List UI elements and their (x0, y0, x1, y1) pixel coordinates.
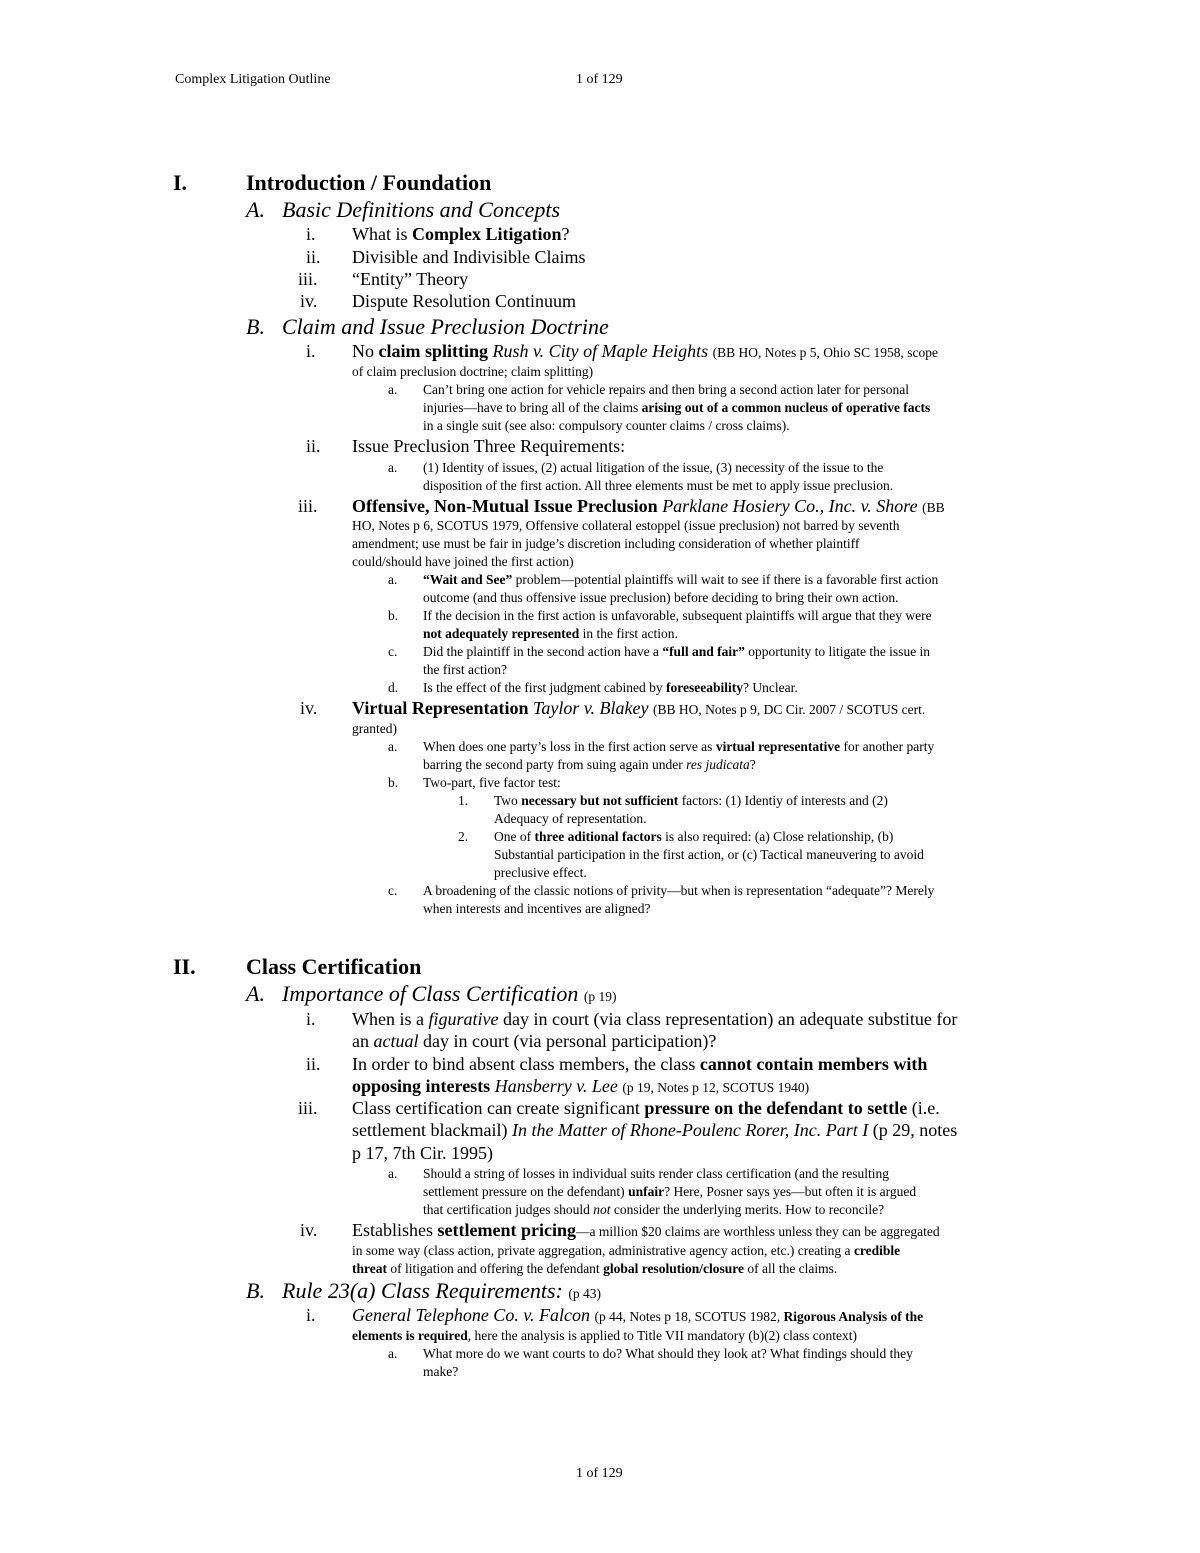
outline-marker: d. (388, 680, 399, 695)
outline-line: an actual day in court (via personal participation)? (352, 1031, 717, 1051)
outline-line: Two necessary but not sufficient factors: (1) Identiy of interests and (2) (494, 793, 888, 808)
outline-marker: a. (388, 460, 398, 475)
outline-line: settlement blackmail) In the Matter of Rhone-Poulenc Rorer, Inc. Part I (p 29, notes (352, 1120, 958, 1140)
outline-line: disposition of the first action. All three elements must be met to apply issue preclusion. (423, 478, 894, 493)
outline-marker: iv. (300, 698, 318, 718)
outline-line: preclusive effect. (494, 865, 587, 880)
outline-line: HO, Notes p 6, SCOTUS 1979, Offensive collateral estoppel (issue preclusion) not barred by seventh (352, 518, 900, 533)
outline-line: could/should have joined the first action) (352, 554, 574, 569)
outline-marker: i. (306, 341, 316, 361)
outline-line: make? (423, 1364, 459, 1379)
outline-marker: 2. (458, 829, 469, 844)
outline-line: General Telephone Co. v. Falcon (p 44, Notes p 18, SCOTUS 1982, Rigorous Analysis of the (352, 1305, 924, 1325)
outline-line: settlement pressure on the defendant) unfair? Here, Posner says yes—but often it is argued (423, 1184, 917, 1199)
outline-line: (1) Identity of issues, (2) actual litigation of the issue, (3) necessity of the issue to the (423, 460, 884, 475)
outline-marker: I. (173, 170, 188, 195)
outline-marker: 1. (458, 793, 469, 808)
outline-line: “Entity” Theory (352, 269, 469, 289)
outline-line: When does one party’s loss in the first action serve as virtual representative for another party (423, 739, 935, 754)
outline-line: elements is required, here the analysis is applied to Title VII mandatory (b)(2) class context) (352, 1328, 858, 1343)
outline-marker: A. (246, 981, 265, 1006)
outline-marker: iii. (298, 269, 318, 289)
outline-marker: c. (388, 644, 398, 659)
outline-marker: ii. (306, 247, 321, 267)
outline-marker: a. (388, 382, 398, 397)
outline-line: in a single suit (see also: compulsory counter claims / cross claims). (423, 418, 790, 433)
outline-line: Divisible and Indivisible Claims (352, 247, 586, 267)
outline-marker: iv. (300, 1220, 318, 1240)
outline-line: when interests and incentives are aligned? (423, 901, 651, 916)
outline-line: Claim and Issue Preclusion Doctrine (282, 314, 609, 339)
outline-line: of claim preclusion doctrine; claim splitting) (352, 364, 594, 379)
outline-marker: iv. (300, 291, 318, 311)
outline-line: “Wait and See” problem—potential plaintiffs will wait to see if there is a favorable first action (423, 572, 939, 587)
outline-marker: b. (388, 775, 399, 790)
outline-line: When is a figurative day in court (via class representation) an adequate substitue for (352, 1009, 958, 1029)
outline-line: What is Complex Litigation? (352, 224, 570, 244)
outline-line: opposing interests Hansberry v. Lee (p 19, Notes p 12, SCOTUS 1940) (352, 1076, 810, 1096)
outline-marker: a. (388, 1346, 398, 1361)
outline-marker: II. (173, 954, 196, 979)
outline-line: Is the effect of the first judgment cabined by foreseeability? Unclear. (423, 680, 798, 695)
outline-line: Two-part, five factor test: (423, 775, 561, 790)
header-title: Complex Litigation Outline (175, 72, 331, 87)
outline-line: Did the plaintiff in the second action have a “full and fair” opportunity to litigate the issue in (423, 644, 931, 659)
outline-line: Should a string of losses in individual suits render class certification (and the resulting (423, 1166, 890, 1181)
outline-line: Can’t bring one action for vehicle repairs and then bring a second action later for personal (423, 382, 909, 397)
outline-marker: a. (388, 572, 398, 587)
outline-marker: iii. (298, 496, 318, 516)
outline-line: granted) (352, 721, 397, 736)
outline-line: p 17, 7th Cir. 1995) (352, 1143, 494, 1163)
outline-line: Substantial participation in the first action, or (c) Tactical maneuvering to avoid (494, 847, 924, 862)
outline-line: not adequately represented in the first action. (423, 626, 678, 641)
outline-line: Class certification can create significant pressure on the defendant to settle (i.e. (352, 1098, 940, 1118)
outline-line: threat of litigation and offering the defendant global resolution/closure of all the claims. (352, 1261, 838, 1276)
outline-marker: ii. (306, 1054, 321, 1074)
outline-line: Adequacy of representation. (494, 811, 647, 826)
outline-marker: ii. (306, 436, 321, 456)
outline-line: Issue Preclusion Three Requirements: (352, 436, 626, 456)
outline-marker: i. (306, 1009, 316, 1029)
outline-line: that certification judges should not consider the underlying merits. How to reconcile? (423, 1202, 885, 1217)
outline-marker: B. (246, 1278, 265, 1303)
outline-line: in some way (class action, private aggregation, administrative agency action, etc.) creating a credible (352, 1243, 901, 1258)
outline-line: A broadening of the classic notions of privity—but when is representation “adequate”? Merely (423, 883, 935, 898)
outline-marker: b. (388, 608, 399, 623)
outline-line: What more do we want courts to do? What should they look at? What findings should they (423, 1346, 913, 1361)
outline-line: Offensive, Non-Mutual Issue Preclusion Parklane Hosiery Co., Inc. v. Shore (BB (352, 496, 945, 516)
outline-marker: iii. (298, 1098, 318, 1118)
outline-marker: c. (388, 883, 398, 898)
outline-line: Dispute Resolution Continuum (352, 291, 577, 311)
outline-line: injuries—have to bring all of the claims arising out of a common nucleus of operative facts (423, 400, 931, 415)
outline-line: Virtual Representation Taylor v. Blakey (BB HO, Notes p 9, DC Cir. 2007 / SCOTUS cert. (352, 698, 926, 718)
outline-line: the first action? (423, 662, 507, 677)
outline-line: amendment; use must be fair in judge’s discretion including consideration of whether plaintiff (352, 536, 860, 551)
outline-marker: a. (388, 739, 398, 754)
header-page-number: 1 of 129 (576, 72, 623, 87)
outline-marker: A. (246, 197, 265, 222)
footer-page-number: 1 of 129 (576, 1466, 623, 1481)
outline-line: Importance of Class Certification (p 19) (282, 981, 617, 1006)
outline-line: barring the second party from suing again under res judicata? (423, 757, 756, 772)
outline-line: No claim splitting Rush v. City of Maple Heights (BB HO, Notes p 5, Ohio SC 1958, scope (352, 341, 939, 361)
outline-line: Class Certification (246, 954, 422, 979)
outline-line: If the decision in the first action is unfavorable, subsequent plaintiffs will argue that they were (423, 608, 932, 623)
outline-line: outcome (and thus offensive issue preclusion) before deciding to bring their own action. (423, 590, 899, 605)
outline-line: Rule 23(a) Class Requirements: (p 43) (282, 1278, 601, 1303)
outline-line: One of three aditional factors is also required: (a) Close relationship, (b) (494, 829, 894, 844)
outline-marker: i. (306, 224, 316, 244)
outline-marker: i. (306, 1305, 316, 1325)
outline-marker: B. (246, 314, 265, 339)
outline-line: Basic Definitions and Concepts (282, 197, 561, 222)
outline-line: Establishes settlement pricing—a million $20 claims are worthless unless they can be aggregated (352, 1220, 940, 1240)
outline-line: In order to bind absent class members, the class cannot contain members with (352, 1054, 928, 1074)
outline-line: Introduction / Foundation (246, 170, 492, 195)
outline-marker: a. (388, 1166, 398, 1181)
